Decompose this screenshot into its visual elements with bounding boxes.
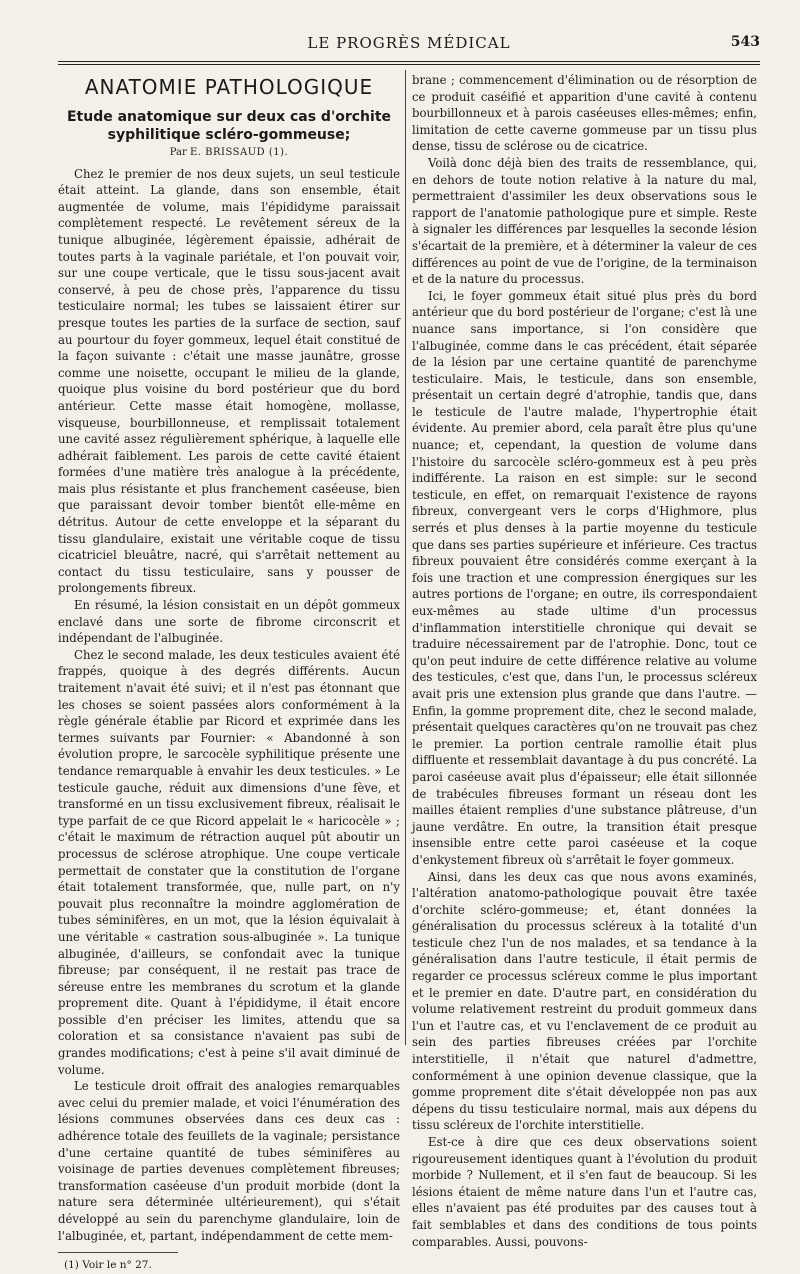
paragraph: Le testicule droit offrait des analogies remarquables avec celui du premier malade, et voici l'énumération des lésions communes observées dans ces deux cas : adhérence totale des feuillets de la vaginale; persistance d'une certaine quantité de tubes séminifères au voisinage de parties devenues complètement fibreuses; transformation caséeuse d'un produit morbide (dont la nature sera déterminée ultérieurement), qui s'était développé au sein du parenchyme glandulaire, loin de l'albuginée, et, partant, indépendamment de cette mem-: [58, 1079, 400, 1243]
paragraph: Ici, le foyer gommeux était situé plus près du bord antérieur que du bord postérieur de l'organe; c'est là une nuance sans importance, si l'on considère que l'albuginée, comme dans le cas précédent, était séparée de la lésion par une certaine quantité de parenchyme testiculaire. Mais, le testicule, dans son ensemble, présentait un certain degré d'atrophie, tandis que, dans le testicule de l'autre malade, l'hypertrophie était évidente. Au premier abord, cela paraît être plus qu'une nuance; et, cependant, la question de volume dans l'histoire du sarcocèle scléro-gommeux est à peu près indifférente. La raison en est simple: sur le second testicule, en effet, on remarquait l'existence de rayons fibreux, convergeant vers le corps d'Highmore, plus serrés et plus denses à la partie moyenne du testicule que dans ses parties supérieure et inférieure. Ces tractus fibreux pouvaient être considérés comme exerçant à la fois une traction et une compression énergiques sur les autres portions de l'organe; en outre, ils correspondaient eux-mêmes au stade ultime d'un processus d'inflammation interstitielle chronique qui devait se traduire nécessairement par de l'atrophie. Donc, tout ce qu'on peut induire de cette différence relative au volume des testicules, c'est que, dans l'un, le processus scléreux avait pris une extension plus grande que dans l'autre. — Enfin, la gomme proprement dite, chez le second malade, présentait quelques caractères qu'on ne trouvait pas chez le premier. La portion centrale ramollie était plus diffluente et ressemblait davantage à du pus concrété. La paroi caséeuse avait plus d'épaisseur; elle était sillonnée de trabécules fibreuses formant un réseau dont les mailles étaient remplies d'une substance plâtreuse, d'un jaune verdâtre. En outre, la transition était presque insensible entre cette paroi caséeuse et la coque d'enkystement fibreux où s'arrêtait le foyer gommeux.: [412, 288, 757, 867]
article-title-line-2: syphilitique scléro-gommeuse;: [107, 127, 351, 143]
footnote-rule: [58, 1252, 178, 1253]
page-number: 543: [730, 34, 760, 50]
header-rule-bottom: [58, 64, 760, 65]
section-heading: ANATOMIE PATHOLOGIQUE: [84, 75, 374, 99]
paragraph: Est-ce à dire que ces deux observations soient rigoureusement identiques quant à l'évolution du produit morbide ? Nullement, et il s'en faut de beaucoup. Si les lésions étaient de même nature dans l'un et l'autre cas, elles n'avaient pas été produites par des causes tout à fait semblables et dans des conditions de tous points comparables. Aussi, pouvons-: [412, 1135, 757, 1249]
paragraph: Chez le second malade, les deux testicules avaient été frappés, quoique à des degrés différents. Aucun traitement n'avait été suivi; et il n'est pas étonnant que les choses se soient passées alors conformément à la règle générale établie par Ricord et exprimée dans les termes suivants par Fournier: « Abandonné à son évolution propre, le sarcocèle syphilitique présente une tendance remarquable à envahir les deux testicules. » Le testicule gauche, réduit aux dimensions d'une fève, et transformé en un tissu exclusivement fibreux, réalisait le type parfait de ce que Ricord appelait le « haricocèle » ; c'était le maximum de rétraction auquel pût aboutir un processus de sclérose atrophique. Une coupe verticale permettait de constater que la constitution de l'organe était totalement transformée, que, nulle part, on n'y pouvait plus reconnaître la moindre agglomération de tubes séminifères, en un mot, que la lésion équivalait à une véritable « castration sous-albuginée ». La tunique albuginée, d'ailleurs, se confondait avec la tunique fibreuse; par conséquent, il ne restait pas trace de séreuse entre les membranes du scrotum et la glande proprement dite. Quant à l'épididyme, il était encore possible d'en préciser les limites, attendu que sa coloration et sa consistance n'avaient pas subi de grandes modifications; c'est à peine s'il avait diminué de volume.: [58, 647, 400, 1077]
page-header: [58, 34, 760, 58]
article-title-line-1: Etude anatomique sur deux cas d'orchite: [66, 109, 392, 125]
paragraph: Ainsi, dans les deux cas que nous avons examinés, l'altération anatomo-pathologique pouvait être taxée d'orchite scléro-gommeuse; et, étant données la généralisation du processus scléreux à la totalité d'un testicule chez l'un de nos malades, et sa tendance à la généralisation dans l'autre testicule, il était permis de regarder ce processus scléreux comme le plus important et le premier en date. D'autre part, en considération du volume relativement restreint du produit gommeux dans l'un et l'autre cas, et vu l'enclavement de ce produit au sein des parties fibreuses créées par l'orchite interstitielle, il n'était que naturel d'admettre, conformément à une opinion devenue classique, que la gomme proprement dite s'était développée non pas aux dépens du tissu testiculaire normal, mais aux dépens du tissu scléreux de l'orchite interstitielle.: [412, 869, 757, 1133]
byline-author: E. BRISSAUD (1).: [190, 147, 289, 158]
paragraph: brane ; commencement d'élimination ou de résorption de ce produit caséifié et apparition d'une cavité à contenu bourbillonneux et à parois caséeuses elles-mêmes; enfin, limitation de cette caverne gommeuse par un tissu plus dense, tissu de sclérose ou de cicatrice.: [412, 73, 757, 154]
footnote: (1) Voir le n° 27.: [64, 1259, 152, 1272]
paragraph: Chez le premier de nos deux sujets, un seul testicule était atteint. La glande, dans son ensemble, était augmentée de volume, mais l'épididyme paraissait complètement respecté. Le revêtement séreux de la tunique albuginée, légèrement épaissie, adhérait de toutes parts à la vaginale pariétale, et l'on pouvait voir, sur une coupe verticale, que le tissu sous-jacent avait conservé, à peu de chose près, l'apparence du tissu testiculaire normal; les tubes se laissaient étirer sur presque toutes les parties de la surface de section, sauf au pourtour du foyer gommeux, lequel était constitué de la façon suivante : c'était une masse jaunâtre, grosse comme une noisette, occupant le milieu de la glande, quoique plus voisine du bord postérieur que du bord antérieur. Cette masse était homogène, mollasse, visqueuse, bourbillonneuse, et remplissait totalement une cavité assez régulièrement sphérique, à laquelle elle adhérait faiblement. Les parois de cette cavité étaient formées d'une matière très analogue à la précédente, mais plus résistante et plus franchement caséeuse, bien que paraissant devoir tomber bientôt elle-même en détritus. Autour de cette enveloppe et la séparant du tissu glandulaire, existait une véritable coque de tissu cicatriciel bleuâtre, nacré, qui s'arrêtait nettement au contact du tissu testiculaire, sans y pousser de prolongements fibreux.: [58, 166, 400, 596]
journal-title: LE PROGRÈS MÉDICAL: [307, 34, 511, 52]
byline-prefix: Par: [169, 147, 187, 158]
right-column: [412, 72, 757, 1249]
left-column: [58, 72, 400, 1272]
header-rule-top: [58, 61, 760, 62]
byline: [58, 145, 400, 162]
paragraph: Voilà donc déjà bien des traits de ressemblance, qui, en dehors de toute notion relative à la nature du mal, permettraient d'assimiler les deux observations sous le rapport de l'anatomie pathologique pure et simple. Reste à signaler les différences par lesquelles la seconde lésion s'écartait de la première, et à déterminer la valeur de ces différences au point de vue de l'origine, de la terminaison et de la nature du processus.: [412, 155, 757, 287]
column-divider: [405, 70, 406, 1045]
paragraph: En résumé, la lésion consistait en un dépôt gommeux enclavé dans une sorte de fibrome circonscrit et indépendant de l'albuginée.: [58, 598, 400, 646]
